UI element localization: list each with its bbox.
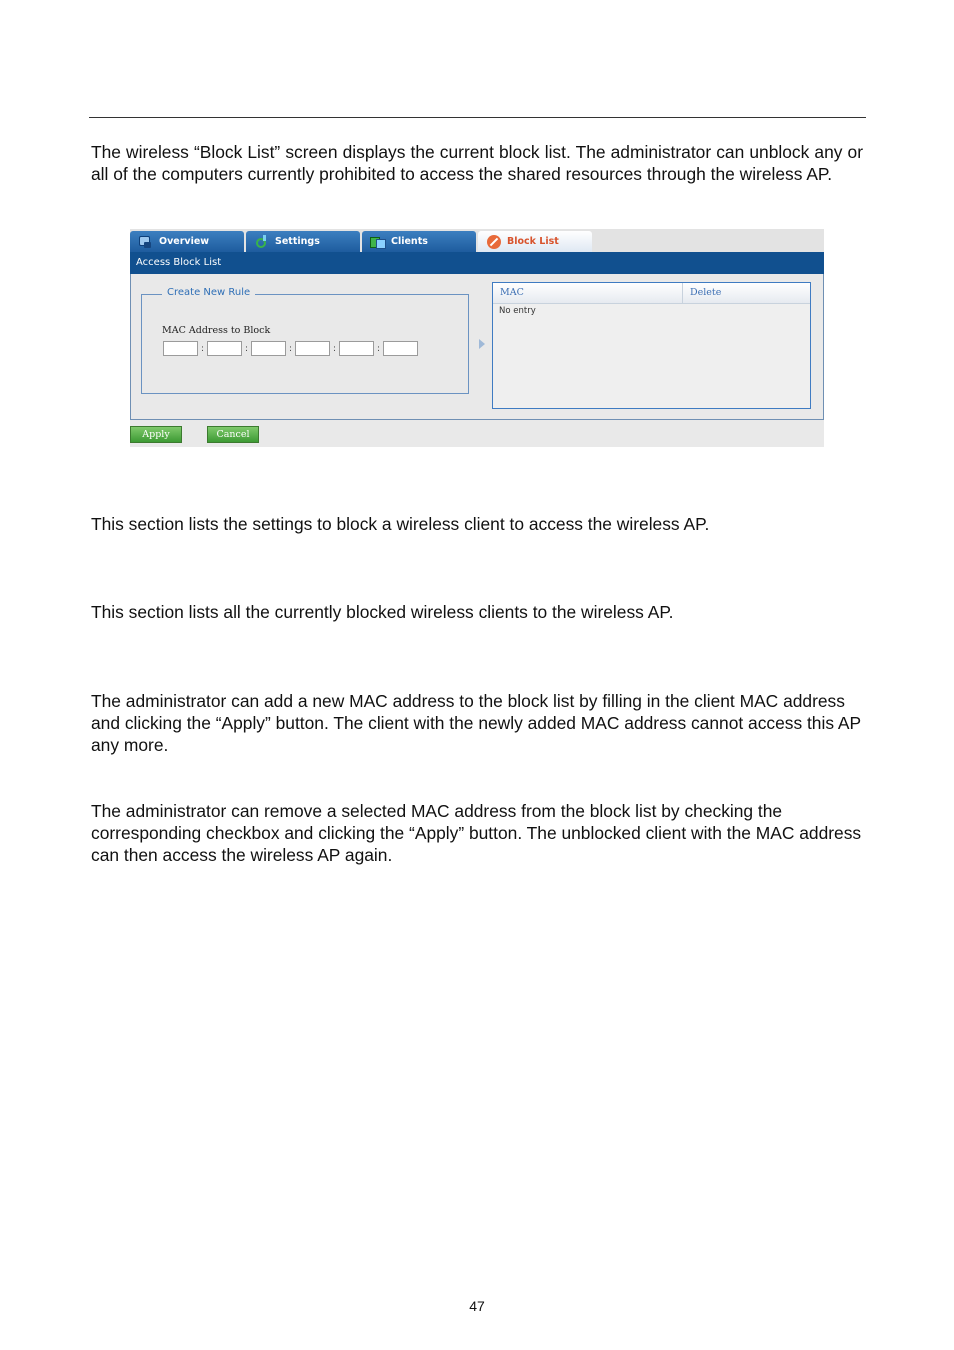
settings-icon bbox=[254, 235, 269, 249]
mac-separator: : bbox=[200, 343, 205, 354]
panel-title: Access Block List bbox=[130, 252, 824, 274]
section-paragraph-4: The administrator can remove a selected MAC address from the block list by checking the corresponding checkbox and clicking the “Apply” button. The unblocked client with the MAC address can then access the wireless AP again. bbox=[91, 801, 862, 865]
mac-separator: : bbox=[376, 343, 381, 354]
tab-bar bbox=[130, 229, 824, 252]
tab-block-list[interactable] bbox=[478, 231, 592, 252]
section-paragraph-2: This section lists all the currently blocked wireless clients to the wireless AP. bbox=[91, 602, 674, 622]
create-rule-fieldset bbox=[141, 287, 469, 394]
tab-settings-label: Settings bbox=[275, 236, 320, 247]
mac-octet-4-input[interactable] bbox=[295, 341, 330, 356]
page-number: 47 bbox=[469, 1298, 485, 1314]
mac-octet-6-input[interactable] bbox=[383, 341, 418, 356]
tab-block-list-label: Block List bbox=[507, 236, 559, 247]
tab-overview-label: Overview bbox=[159, 236, 210, 247]
intro-paragraph: The wireless “Block List” screen displays the current block list. The administrator can unblock any or all of the computers currently prohibited to access the shared resources through the wireless AP. bbox=[91, 142, 863, 184]
overview-icon bbox=[138, 235, 153, 249]
mac-address-inputs bbox=[163, 341, 418, 356]
column-delete: Delete bbox=[690, 287, 722, 298]
block-list-panel bbox=[130, 274, 824, 420]
mac-address-label: MAC Address to Block bbox=[162, 325, 271, 336]
blocked-mac-list bbox=[492, 282, 811, 409]
tab-overview[interactable] bbox=[130, 231, 244, 252]
section-paragraph-3: The administrator can add a new MAC address to the block list by filling in the client MAC address and clicking the “Apply” button. The client with the newly added MAC address cannot access this AP any more. bbox=[91, 691, 861, 755]
mac-octet-1-input[interactable] bbox=[163, 341, 198, 356]
tab-clients-label: Clients bbox=[391, 236, 428, 247]
mac-separator: : bbox=[288, 343, 293, 354]
tab-clients[interactable] bbox=[362, 231, 476, 252]
column-divider bbox=[682, 283, 683, 303]
mac-separator: : bbox=[244, 343, 249, 354]
list-header bbox=[493, 283, 810, 304]
mac-octet-5-input[interactable] bbox=[339, 341, 374, 356]
mac-separator: : bbox=[332, 343, 337, 354]
section-paragraph-1: This section lists the settings to block a wireless client to access the wireless AP. bbox=[91, 514, 710, 534]
clients-icon bbox=[370, 235, 385, 249]
block-icon bbox=[486, 235, 501, 249]
column-mac: MAC bbox=[500, 287, 524, 298]
mac-octet-2-input[interactable] bbox=[207, 341, 242, 356]
mac-octet-3-input[interactable] bbox=[251, 341, 286, 356]
tab-settings[interactable] bbox=[246, 231, 360, 252]
create-rule-legend: Create New Rule bbox=[162, 287, 255, 298]
cancel-button[interactable]: Cancel bbox=[207, 426, 259, 443]
apply-button[interactable]: Apply bbox=[130, 426, 182, 443]
header-rule bbox=[89, 117, 866, 118]
empty-list-text: No entry bbox=[499, 306, 536, 316]
block-list-screenshot bbox=[130, 229, 824, 447]
arrow-right-icon bbox=[479, 339, 485, 349]
